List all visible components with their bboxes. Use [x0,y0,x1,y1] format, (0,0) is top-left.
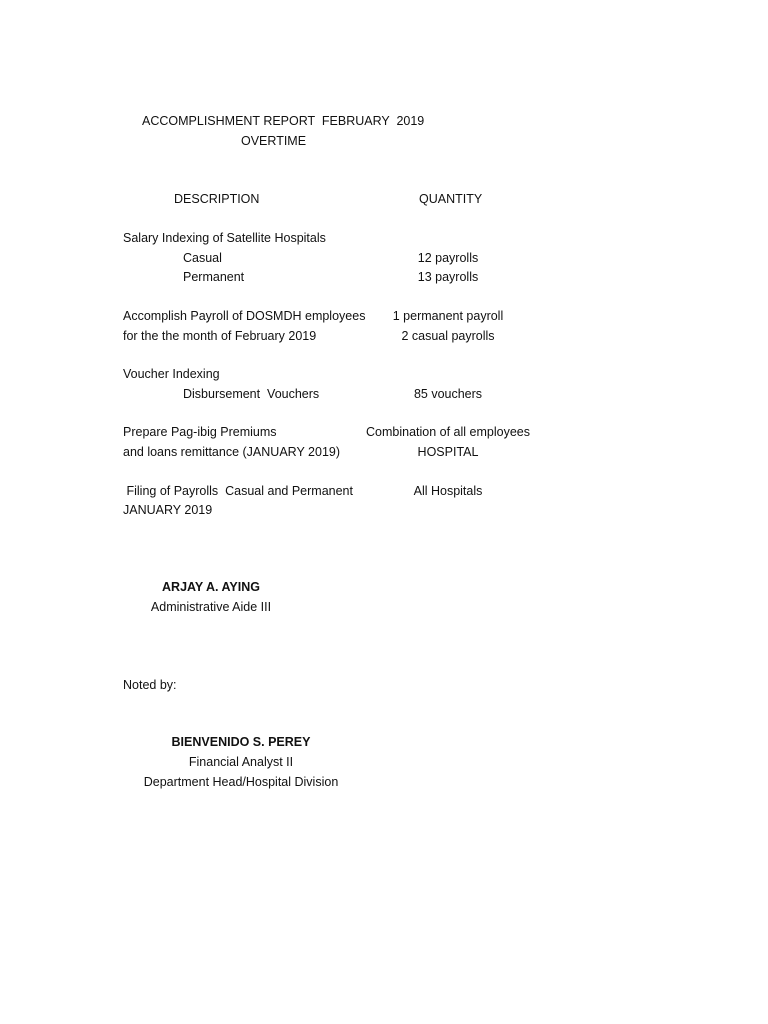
item-filing-line1: Filing of Payrolls Casual and Permanent [123,484,353,498]
item-payroll-quantity2: 2 casual payrolls [401,329,495,343]
noted-by-label: Noted by: [123,678,177,692]
quantity-column-header: QUANTITY [419,192,483,206]
description-column-header: DESCRIPTION [174,192,260,206]
item-pagibig-quantity2: HOSPITAL [417,445,479,459]
item-voucher-indexing-heading: Voucher Indexing [123,367,220,381]
item-permanent-quantity: 13 payrolls [417,270,479,284]
item-payroll-quantity1: 1 permanent payroll [392,309,504,323]
item-salary-indexing-heading: Salary Indexing of Satellite Hospitals [123,231,326,245]
item-casual-label: Casual [183,251,222,265]
item-payroll-line2: for the the month of February 2019 [123,329,317,343]
item-pagibig-quantity1: Combination of all employees [366,425,530,439]
report-subtitle: OVERTIME [241,134,307,148]
item-payroll-line1: Accomplish Payroll of DOSMDH employees [123,309,366,323]
noted-by-department: Department Head/Hospital Division [143,775,339,789]
item-disbursement-quantity: 85 vouchers [413,387,483,401]
item-disbursement-label: Disbursement Vouchers [183,387,320,401]
prepared-by-position: Administrative Aide III [150,600,272,614]
item-permanent-label: Permanent [183,270,245,284]
noted-by-position: Financial Analyst II [188,755,294,769]
report-title: ACCOMPLISHMENT REPORT FEBRUARY 2019 [142,114,425,128]
item-pagibig-line1: Prepare Pag-ibig Premiums [123,425,277,439]
item-casual-quantity: 12 payrolls [417,251,479,265]
noted-by-name: BIENVENIDO S. PEREY [171,735,311,749]
item-pagibig-line2: and loans remittance (JANUARY 2019) [123,445,341,459]
item-filing-quantity: All Hospitals [413,484,483,498]
item-filing-line2: JANUARY 2019 [123,503,213,517]
prepared-by-name: ARJAY A. AYING [162,580,260,594]
